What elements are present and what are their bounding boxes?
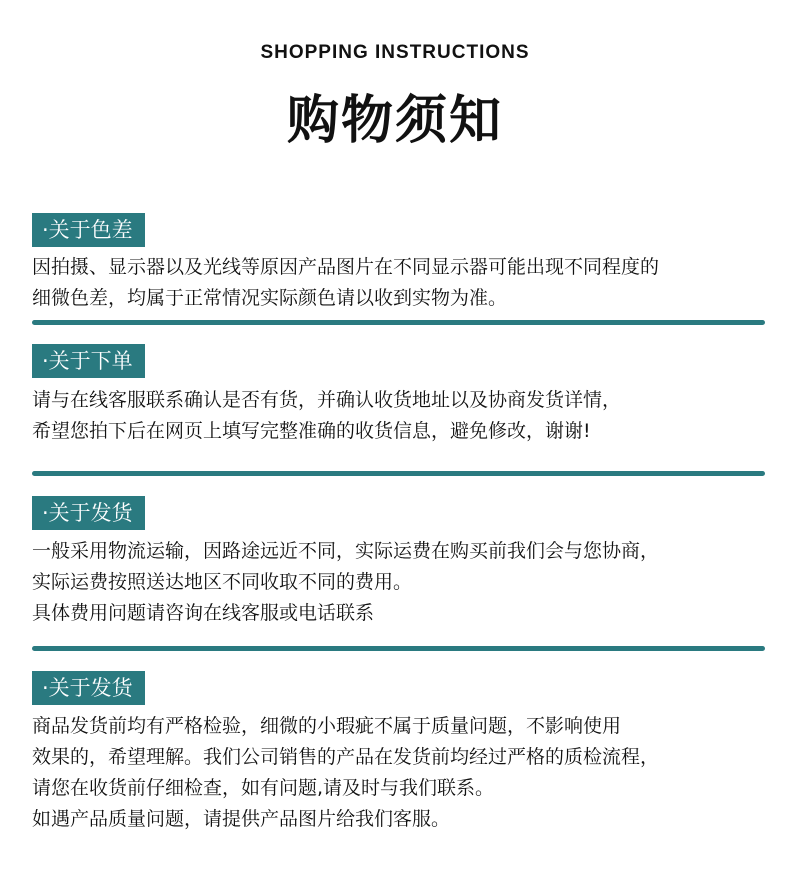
section-text-line: 请您在收货前仔细检查，如有问题,请及时与我们联系。 bbox=[32, 777, 495, 799]
section-body-color-difference bbox=[32, 252, 770, 314]
section-text-line: 如遇产品质量问题，请提供产品图片给我们客服。 bbox=[32, 808, 451, 830]
section-text-line: 细微色差，均属于正常情况实际颜色请以收到实物为准。 bbox=[32, 287, 508, 309]
section-text-line: 请与在线客服联系确认是否有货，并确认收货地址以及协商发货详情， bbox=[32, 389, 622, 411]
section-body-shipping-quality bbox=[32, 711, 770, 835]
section-text-line: 效果的，希望理解。我们公司销售的产品在发货前均经过严格的质检流程， bbox=[32, 746, 660, 768]
section-badge-shipping-quality: ·关于发货 bbox=[32, 671, 145, 705]
section-text-line: 实际运费按照送达地区不同收取不同的费用。 bbox=[32, 571, 413, 593]
section-body-ordering bbox=[32, 385, 770, 447]
section-text-line: 因拍摄、显示器以及光线等原因产品图片在不同显示器可能出现不同程度的 bbox=[32, 256, 660, 278]
section-body-shipping bbox=[32, 536, 770, 629]
section-badge-shipping: ·关于发货 bbox=[32, 496, 145, 530]
section-text-line: 希望您拍下后在网页上填写完整准确的收货信息，避免修改，谢谢! bbox=[32, 420, 591, 442]
section-text-line: 一般采用物流运输，因路途远近不同，实际运费在购买前我们会与您协商， bbox=[32, 540, 660, 562]
section-text-line: 具体费用问题请咨询在线客服或电话联系 bbox=[32, 602, 375, 624]
section-text-line: 商品发货前均有严格检验，细微的小瑕疵不属于质量问题，不影响使用 bbox=[32, 715, 622, 737]
section-badge-color-difference: ·关于色差 bbox=[32, 213, 145, 247]
section-badge-ordering: ·关于下单 bbox=[32, 344, 145, 378]
section-divider bbox=[32, 471, 765, 476]
page-title: 购物须知 bbox=[286, 91, 503, 151]
english-title: SHOPPING INSTRUCTIONS bbox=[260, 42, 530, 63]
section-divider bbox=[32, 320, 765, 325]
section-divider bbox=[32, 646, 765, 651]
